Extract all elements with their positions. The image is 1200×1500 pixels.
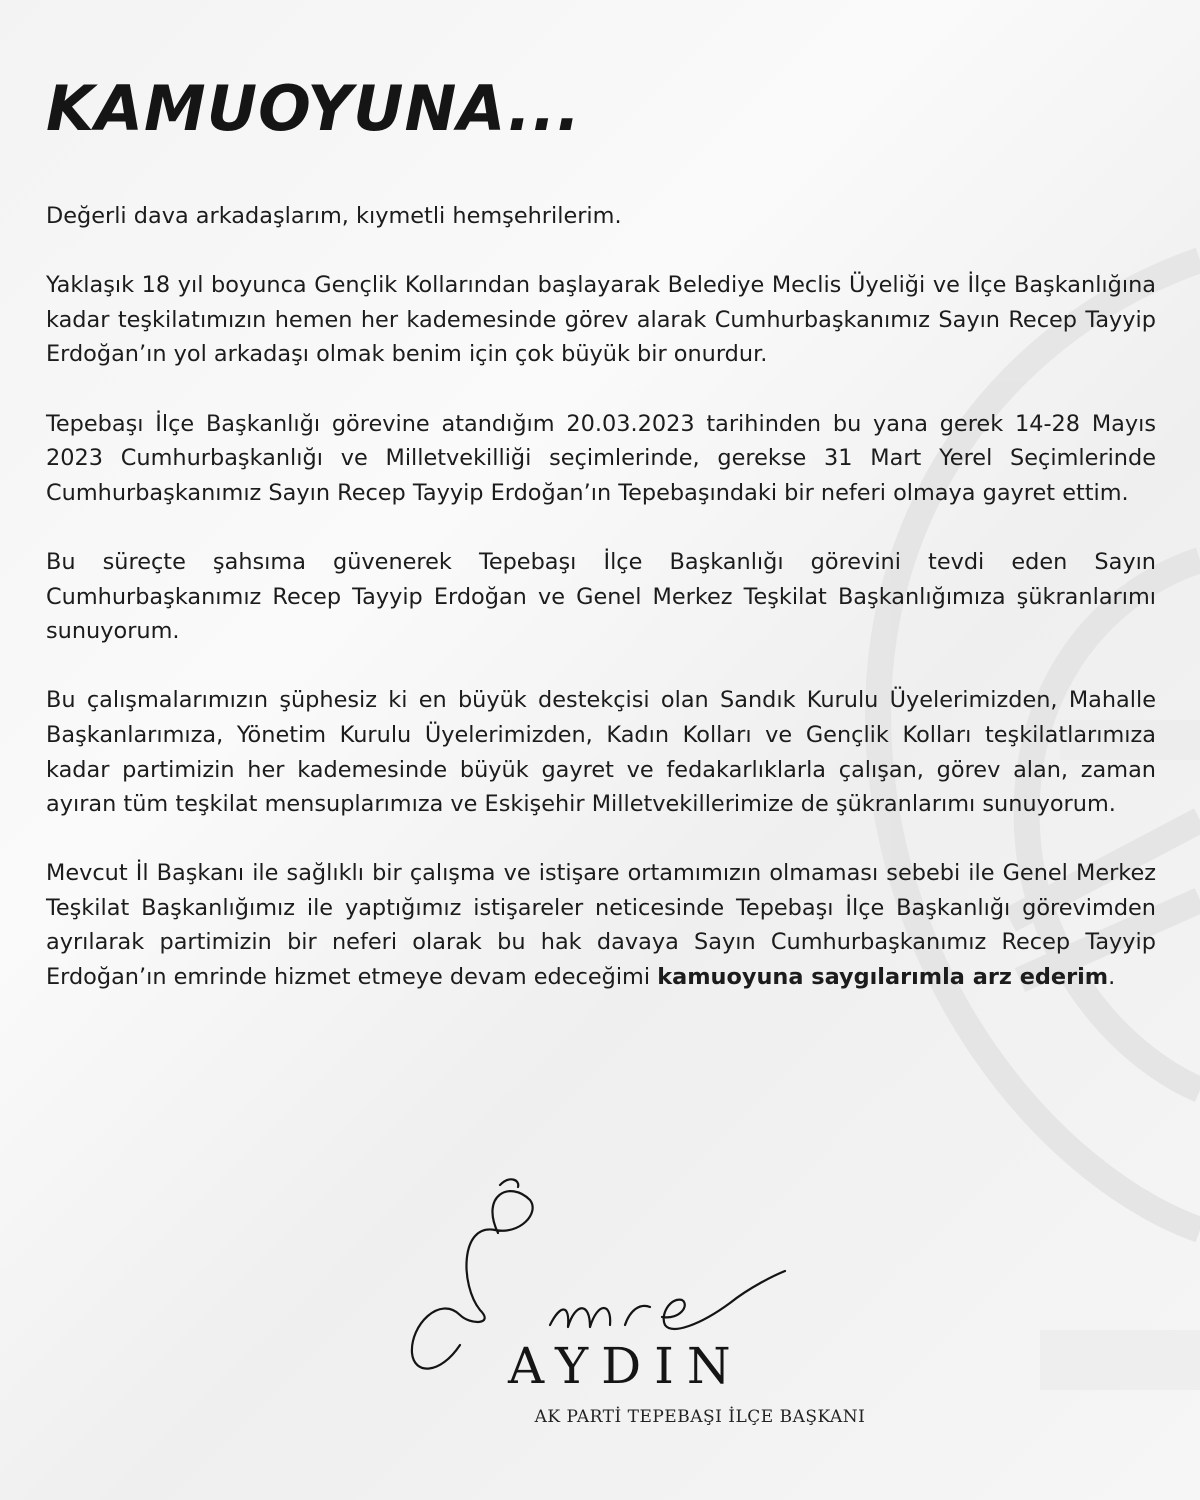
paragraph: Bu çalışmalarımızın şüphesiz ki en büyük destekçisi olan Sandık Kurulu Üyelerimizden, Mahalle Başkanlarımıza, Yönetim Kurulu Üyelerimizden, Kadın Kolları ve Gençlik Kolları teşkilatlarımıza kadar partimizin her kademesinde büyük gayret ve fedakarlıklarla çalışan, görev alan, zaman ayıran tüm teşkilat mensuplarımıza ve Eskişehir Milletvekillerimize de şükranlarımı sunuyorum. [46,687,1156,818]
closing-period: . [1108,964,1116,991]
closing-paragraph [46,856,1156,994]
signature-role: AK PARTİ TEPEBAŞI İLÇE BAŞKANI [534,1407,866,1427]
paragraph: Tepebaşı İlçe Başkanlığı görevine atandığım 20.03.2023 tarihinden bu yana gerek 14-28 Mayıs 2023 Cumhurbaşkanlığı ve Milletvekilliği seçimlerinde, gerekse 31 Mart Yerel Seçimlerinde Cumhurbaşkanımız Sayın Recep Tayyip Erdoğan’ın Tepebaşındaki bir neferi olmaya gayret ettim. [46,410,1156,506]
signature-name: AYDIN [508,1337,744,1395]
closing-bold-text: kamuoyuna saygılarımla arz ederim [657,964,1109,991]
salutation: Değerli dava arkadaşlarım, kıymetli hemşehrilerim. [46,203,622,229]
paragraph: Yaklaşık 18 yıl boyunca Gençlik Kollarından başlayarak Belediye Meclis Üyeliği ve İlçe Başkanlığına kadar teşkilatımızın hemen her kademesinde görev alarak Cumhurbaşkanımız Sayın Recep Tayyip Erdoğan’ın yol arkadaşı olmak benim için çok büyük bir onurdur. [46,272,1156,368]
statement-body [46,199,1156,1029]
paragraph: Bu süreçte şahsıma güvenerek Tepebaşı İlçe Başkanlığı görevini tevdi eden Sayın Cumhurbaşkanımız Recep Tayyip Erdoğan ve Genel Merkez Teşkilat Başkanlığımıza şükranlarımı sunuyorum. [46,548,1156,645]
closing-text: Mevcut İl Başkanı ile sağlıklı bir çalışma ve istişare ortamımızın olmaması sebebi ile Genel Merkez Teşkilat Başkanlığımız ile yaptığımız istişareler neticesinde Tepebaşı İlçe Başkanlığı görevimden ayrılarak partimizin bir neferi olarak bu hak davaya Sayın Cumhurbaşkanımız Recep Tayyip Erdoğan’ın emrinde hizmet etmeye devam edeceğimi [46,860,1156,991]
page-title: KAMUOYUNA... [46,72,582,145]
